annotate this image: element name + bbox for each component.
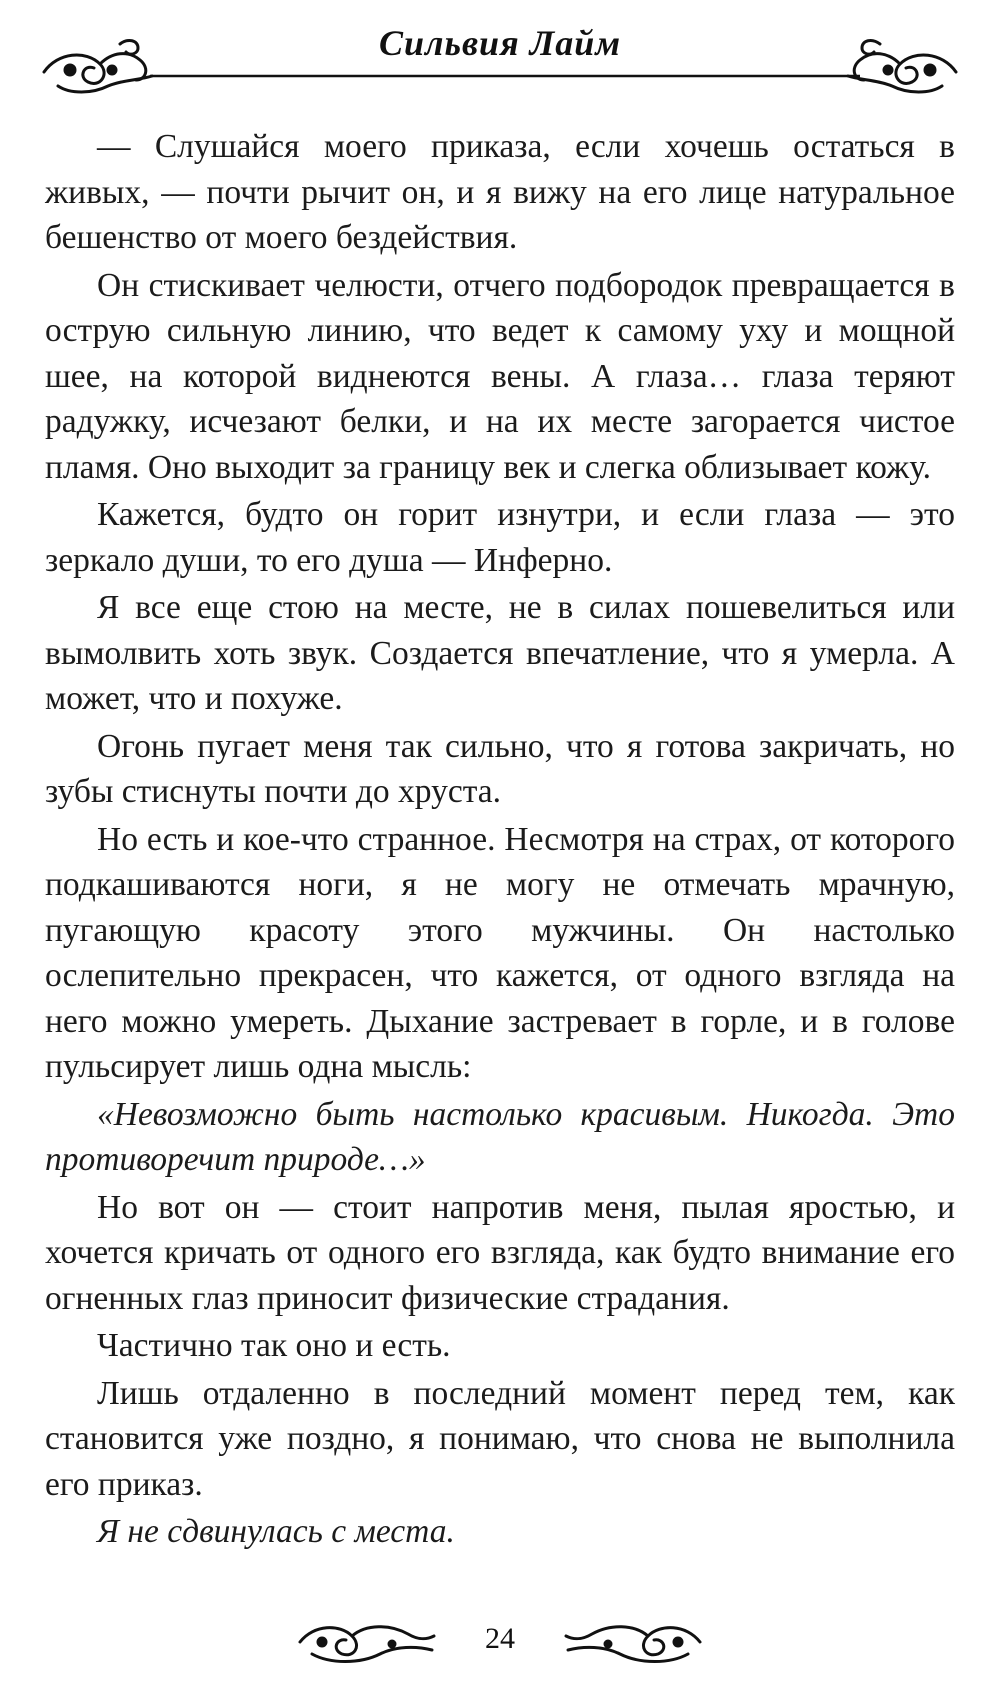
paragraph-7-italic-thought: «Невозможно быть настолько красивым. Никогда. Это противоречит природе…» — [45, 1095, 955, 1178]
page-footer — [0, 1600, 1000, 1680]
page-number: 24 — [485, 1622, 515, 1655]
paragraph-9: Частично так оно и есть. — [97, 1327, 451, 1364]
author-name: Сильвия Лайм — [379, 23, 621, 63]
paragraph-10: Лишь отдаленно в последний момент перед тем, как становится уже поздно, я понимаю, что снова не выполнила его приказ. — [45, 1374, 955, 1503]
running-header — [0, 0, 1000, 110]
paragraph-4: Я все еще стою на месте, не в силах пошевелиться или вымолвить хоть звук. Создается впечатление, что я умерла. А может, что и похуже. — [45, 589, 955, 717]
page-body — [45, 124, 955, 1555]
paragraph-11-italic: Я не сдвинулась с места. — [97, 1513, 455, 1550]
paragraph-6: Но есть и кое-что странное. Несмотря на страх, от которого подкашиваются ноги, я не могу не отмечать мрачную, пугающую красоту этого мужчины. Он настолько ослепительно прекрасен, что кажется, от одного взгляда на него можно умереть. Дыхание застревает в горле, и в голове пульсирует лишь одна мысль: — [45, 820, 955, 1085]
paragraph-3: Кажется, будто он горит изнутри, и если глаза — это зеркало души, то его душа — Инферно. — [45, 496, 955, 579]
paragraph-1: — Слушайся моего приказа, если хочешь остаться в живых, — почти рычит он, и я вижу на его лице натуральное бешенство от моего бездействия. — [45, 128, 955, 256]
paragraph-8: Но вот он — стоит напротив меня, пылая яростью, и хочется кричать от одного его взгляда, как будто внимание его огненных глаз приносит физические страдания. — [45, 1188, 955, 1317]
paragraph-2: Он стискивает челюсти, отчего подбородок превращается в острую сильную линию, что ведет к самому уху и мощной шее, на которой виднеются вены. А глаза… глаза теряют радужку, исчезают белки, и на их месте загорается чистое пламя. Оно выходит за границу век и слегка облизывает кожу. — [45, 266, 955, 486]
paragraph-5: Огонь пугает меня так сильно, что я готова закричать, но зубы стиснуты почти до хруста. — [45, 727, 955, 810]
